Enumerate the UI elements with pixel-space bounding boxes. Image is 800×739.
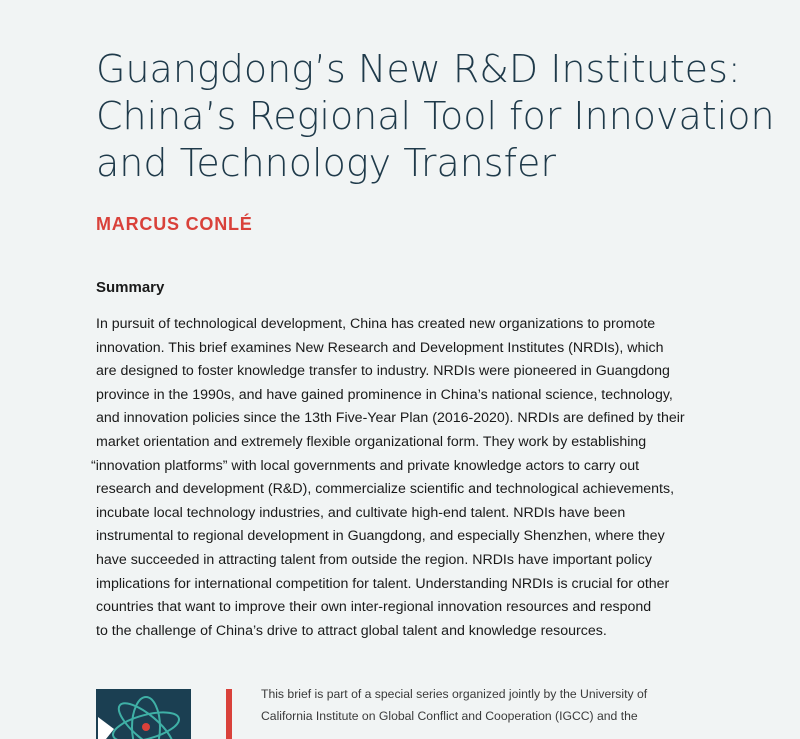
author-name: MARCUS CONLÉ [96, 214, 253, 234]
summary-line: In pursuit of technological development, China has created new organizations to promote [96, 316, 656, 332]
summary-line: have succeeded in attracting talent from outside the region. NRDIs have important policy [96, 551, 652, 568]
title-line-3: and Technology Transfer [96, 141, 556, 185]
page-title [96, 46, 775, 187]
title-line-2: China’s Regional Tool for Innovation [96, 94, 775, 138]
series-note-line-2: California Institute on Global Conflict and Cooperation (IGCC) and the [261, 708, 638, 723]
summary-line: innovation. This brief examines New Research and Development Institutes (NRDIs), which [96, 339, 664, 356]
series-note-line-1: This brief is part of a special series organized jointly by the University of [261, 687, 648, 701]
summary-line: and innovation policies since the 13th Five-Year Plan (2016-2020). NRDIs are defined by their [96, 410, 685, 427]
summary-line: are designed to foster knowledge transfer to industry. NRDIs were pioneered in Guangdong [96, 363, 670, 380]
summary-line: province in the 1990s, and have gained prominence in China’s national science, technology, [96, 386, 673, 403]
series-note [261, 684, 701, 727]
summary-line: countries that want to improve their own inter-regional innovation resources and respond [96, 599, 652, 616]
summary-line: to the challenge of China’s drive to attract global talent and knowledge resources. [96, 622, 607, 639]
summary-line: implications for international competition for talent. Understanding NRDIs is crucial for other [96, 575, 670, 592]
summary-body [91, 313, 716, 643]
summary-line: “innovation platforms” with local governments and private knowledge actors to carry out [91, 457, 640, 474]
summary-line: incubate local technology industries, and cultivate high-end talent. NRDIs have been [96, 504, 626, 521]
title-line-1: Guangdong’s New R&D Institutes: [96, 47, 741, 91]
summary-line: research and development (R&D), commercialize scientific and technological achievements, [96, 481, 675, 498]
summary-line: instrumental to regional development in Guangdong, and especially Shenzhen, where they [96, 528, 665, 545]
summary-line: market orientation and extremely flexible organizational form. They work by establishing [96, 433, 647, 450]
summary-heading: Summary [96, 279, 165, 296]
